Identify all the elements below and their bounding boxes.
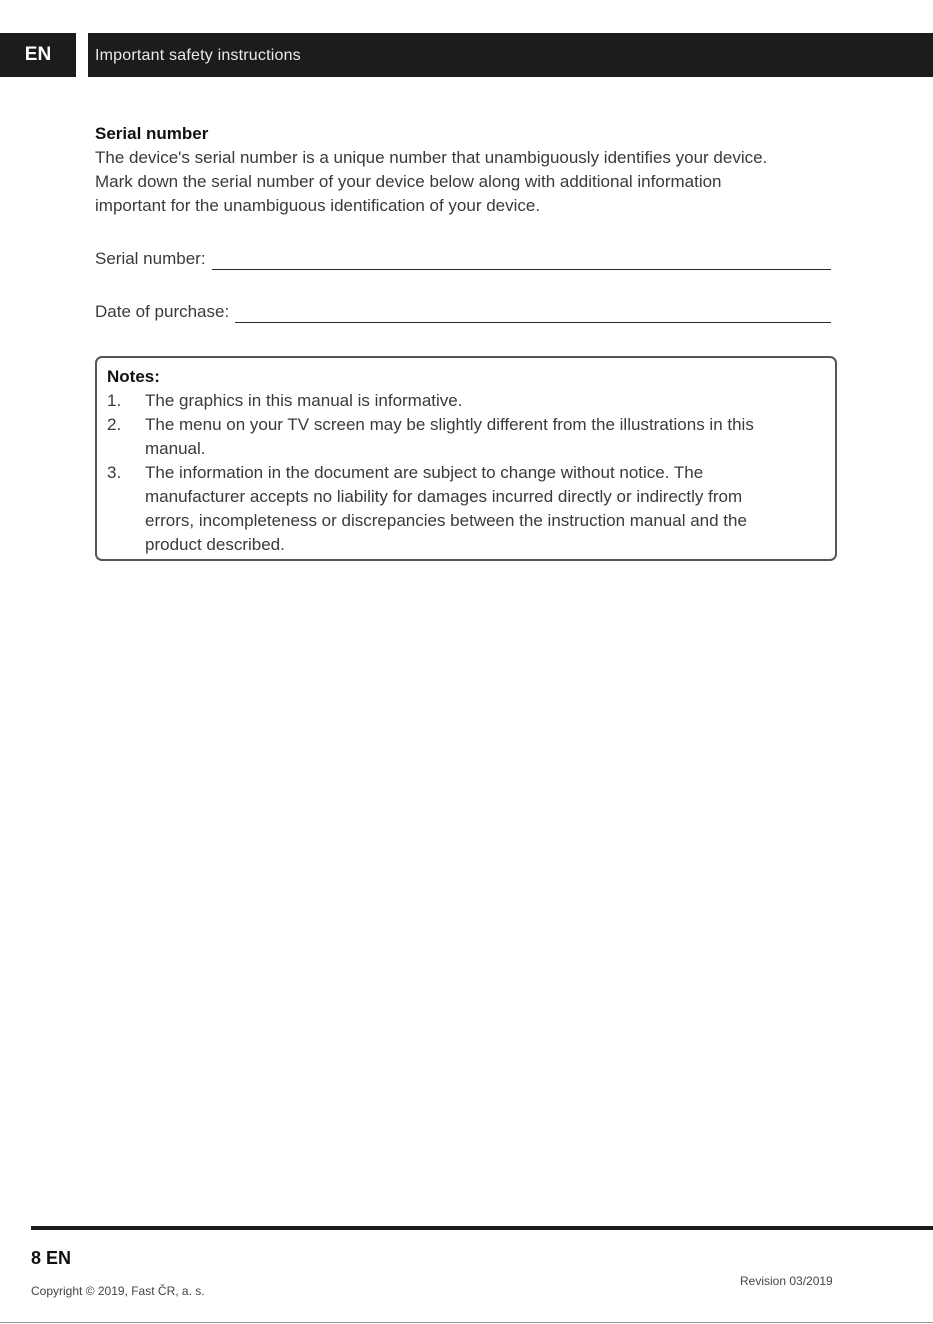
intro-paragraph [95,146,840,218]
page-number: 8 EN [31,1248,72,1268]
note-line: The graphics in this manual is informative. [145,391,463,410]
note-item [107,389,825,413]
header-title: Important safety instructions [95,47,301,64]
header-divider [76,33,88,77]
date-of-purchase-label: Date of purchase: [95,302,230,321]
serial-number-section [95,122,840,218]
page-header [0,33,933,77]
revision-text: Revision 03/2019 [740,1274,833,1288]
note-line: manufacturer accepts no liability for damages incurred directly or indirectly from [145,487,743,506]
language-badge: EN [24,44,52,65]
serial-number-blank-line [212,253,831,270]
note-line: manual. [145,439,206,458]
bottom-rule [0,1322,933,1323]
notes-box [95,356,837,561]
notes-list [107,389,825,557]
paragraph-line: important for the unambiguous identification of your device. [95,196,541,215]
note-line: The information in the document are subject to change without notice. The [145,463,704,482]
note-item [107,461,825,557]
note-number: 3. [107,463,122,482]
note-number: 2. [107,415,122,434]
date-of-purchase-field [95,301,831,323]
note-text [145,413,825,461]
copyright-text: Copyright © 2019, Fast ČR, a. s. [31,1284,205,1298]
note-text [145,389,825,413]
note-line: product described. [145,535,285,554]
note-line: errors, incompleteness or discrepancies between the instruction manual and the [145,511,747,530]
note-number: 1. [107,391,122,410]
serial-number-label: Serial number: [95,249,206,268]
paragraph-line: The device's serial number is a unique number that unambiguously identifies your device. [95,148,768,167]
section-heading: Serial number [95,124,209,143]
footer-rule [31,1226,933,1230]
date-of-purchase-blank-line [235,306,831,323]
paragraph-line: Mark down the serial number of your device below along with additional information [95,172,722,191]
note-line: The menu on your TV screen may be slightly different from the illustrations in this [145,415,754,434]
note-text [145,461,825,557]
note-item [107,413,825,461]
notes-heading: Notes: [107,367,160,386]
serial-number-field [95,248,831,270]
